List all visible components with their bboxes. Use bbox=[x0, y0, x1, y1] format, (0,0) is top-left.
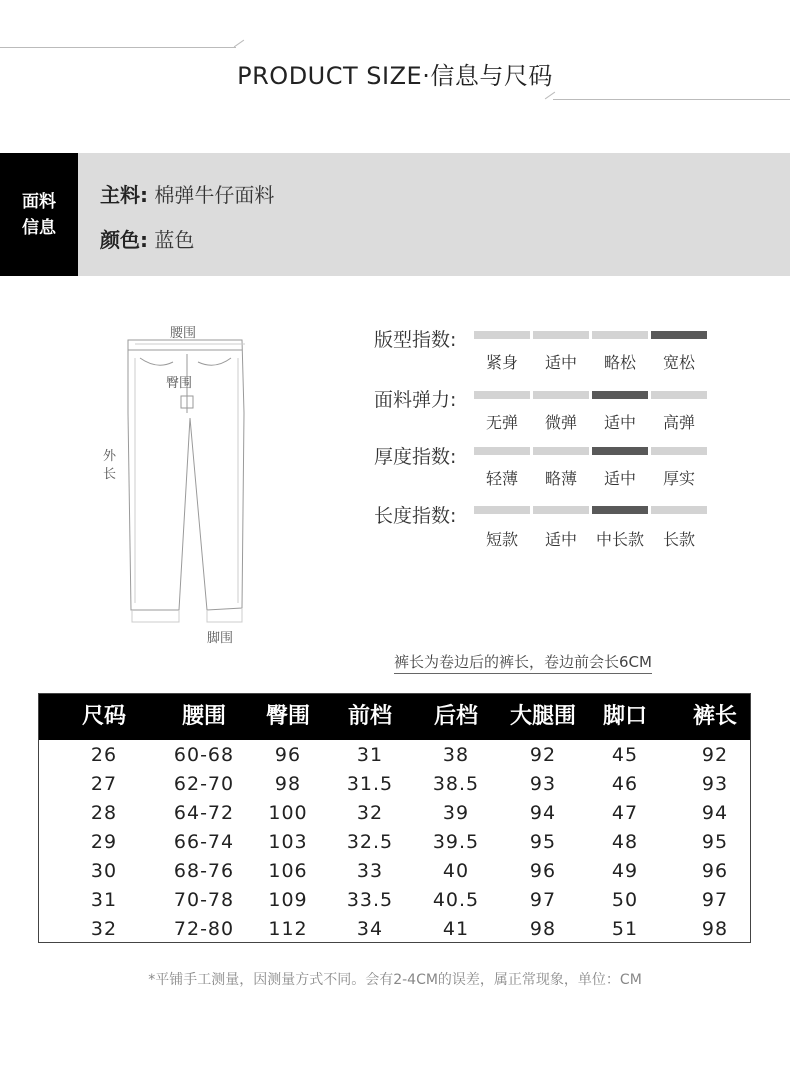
index-bar bbox=[474, 506, 530, 514]
table-cell: 98 bbox=[529, 918, 557, 940]
material-label: 主料: bbox=[100, 183, 148, 207]
index-bar bbox=[533, 391, 589, 399]
table-cell: 97 bbox=[529, 889, 557, 911]
page-title: PRODUCT SIZE·信息与尺码 bbox=[237, 62, 553, 90]
table-cell: 32.5 bbox=[346, 831, 394, 853]
fabric-info-block bbox=[0, 153, 790, 276]
index-option: 高弹 bbox=[662, 413, 695, 432]
color-value: 蓝色 bbox=[154, 228, 195, 252]
table-cell: 50 bbox=[611, 889, 639, 911]
table-header-cell: 后档 bbox=[433, 704, 479, 729]
table-cell: 32 bbox=[356, 802, 384, 824]
index-option: 短款 bbox=[485, 530, 518, 549]
footer-note: *平铺手工测量，因测量方式不同。会有2-4CM的误差，属正常现象，单位：CM bbox=[148, 972, 642, 988]
table-header-cell: 大腿围 bbox=[509, 704, 577, 729]
outseam-label-2: 长 bbox=[103, 467, 117, 482]
table-cell: 62-70 bbox=[173, 773, 235, 795]
index-option: 中长款 bbox=[595, 530, 644, 549]
table-cell: 72-80 bbox=[173, 918, 235, 940]
index-bar-selected bbox=[592, 506, 648, 514]
index-option: 适中 bbox=[603, 413, 636, 432]
index-bar bbox=[474, 391, 530, 399]
index-option: 微弹 bbox=[544, 413, 577, 432]
table-cell: 95 bbox=[529, 831, 557, 853]
pants-outline-diagram bbox=[95, 318, 285, 648]
table-header-cell: 前档 bbox=[347, 704, 393, 729]
waist-label: 腰围 bbox=[170, 326, 197, 341]
table-cell: 46 bbox=[611, 773, 639, 795]
table-cell: 38 bbox=[442, 744, 470, 766]
table-cell: 96 bbox=[529, 860, 557, 882]
table-header-cell: 臀围 bbox=[265, 704, 311, 729]
table-row bbox=[39, 886, 750, 915]
index-bar bbox=[474, 331, 530, 339]
index-bar-selected bbox=[592, 447, 648, 455]
table-cell: 29 bbox=[90, 831, 118, 853]
side-label-line-1: 面料 bbox=[22, 191, 56, 212]
index-option: 适中 bbox=[544, 353, 577, 372]
table-cell: 96 bbox=[701, 860, 729, 882]
table-cell: 33.5 bbox=[346, 889, 394, 911]
color-label: 颜色: bbox=[100, 228, 148, 252]
table-row bbox=[39, 741, 750, 770]
header-deco-line-left-tick bbox=[234, 40, 244, 48]
table-cell: 32 bbox=[90, 918, 118, 940]
table-cell: 106 bbox=[268, 860, 308, 882]
table-cell: 66-74 bbox=[173, 831, 235, 853]
table-cell: 112 bbox=[268, 918, 308, 940]
table-cell: 94 bbox=[529, 802, 557, 824]
index-option: 略松 bbox=[603, 353, 636, 372]
index-option: 无弹 bbox=[485, 413, 518, 432]
index-option: 厚实 bbox=[662, 469, 695, 488]
index-option: 适中 bbox=[603, 469, 636, 488]
table-cell: 26 bbox=[90, 744, 118, 766]
table-cell: 68-76 bbox=[173, 860, 235, 882]
table-cell: 28 bbox=[90, 802, 118, 824]
hem-label: 脚围 bbox=[207, 631, 234, 646]
index-option: 轻薄 bbox=[485, 469, 518, 488]
index-title-2: 厚度指数: bbox=[374, 446, 457, 468]
table-cell: 34 bbox=[356, 918, 384, 940]
index-option: 略薄 bbox=[544, 469, 577, 488]
index-option: 紧身 bbox=[485, 353, 518, 372]
color-row bbox=[100, 224, 194, 253]
table-cell: 38.5 bbox=[432, 773, 480, 795]
index-title-1: 面料弹力: bbox=[374, 389, 457, 411]
table-cell: 31 bbox=[356, 744, 384, 766]
table-cell: 31 bbox=[90, 889, 118, 911]
table-cell: 49 bbox=[611, 860, 639, 882]
table-cell: 92 bbox=[529, 744, 557, 766]
table-cell: 60-68 bbox=[173, 744, 235, 766]
table-cell: 64-72 bbox=[173, 802, 235, 824]
index-bar bbox=[533, 447, 589, 455]
table-cell: 41 bbox=[442, 918, 470, 940]
index-bar bbox=[592, 331, 648, 339]
index-title-3: 长度指数: bbox=[374, 505, 457, 527]
table-cell: 103 bbox=[268, 831, 308, 853]
table-cell: 27 bbox=[90, 773, 118, 795]
table-cell: 94 bbox=[701, 802, 729, 824]
table-cell: 33 bbox=[356, 860, 384, 882]
header-deco-line-right bbox=[553, 99, 790, 100]
index-bar-selected bbox=[651, 331, 707, 339]
table-cell: 45 bbox=[611, 744, 639, 766]
fabric-info-side-label bbox=[0, 153, 78, 276]
material-value: 棉弹牛仔面料 bbox=[154, 183, 275, 207]
table-row bbox=[39, 915, 750, 944]
length-note: 裤长为卷边后的裤长，卷边前会长6CM bbox=[394, 651, 652, 674]
material-row bbox=[100, 179, 274, 208]
table-header-cell: 腰围 bbox=[181, 704, 227, 729]
table-cell: 93 bbox=[529, 773, 557, 795]
table-cell: 30 bbox=[90, 860, 118, 882]
table-cell: 39 bbox=[442, 802, 470, 824]
index-option: 长款 bbox=[662, 530, 695, 549]
header-deco-line-left bbox=[0, 47, 236, 48]
table-cell: 100 bbox=[268, 802, 308, 824]
table-header-cell: 脚口 bbox=[602, 704, 648, 729]
table-cell: 40 bbox=[442, 860, 470, 882]
index-bar bbox=[651, 447, 707, 455]
table-cell: 92 bbox=[701, 744, 729, 766]
table-cell: 95 bbox=[701, 831, 729, 853]
table-cell: 109 bbox=[268, 889, 308, 911]
hip-label: 臀围 bbox=[166, 376, 193, 391]
table-cell: 70-78 bbox=[173, 889, 235, 911]
table-cell: 93 bbox=[701, 773, 729, 795]
index-bar bbox=[533, 331, 589, 339]
table-cell: 31.5 bbox=[346, 773, 394, 795]
table-cell: 51 bbox=[611, 918, 639, 940]
table-cell: 97 bbox=[701, 889, 729, 911]
table-cell: 47 bbox=[611, 802, 639, 824]
size-table bbox=[38, 693, 751, 943]
index-option: 宽松 bbox=[662, 353, 695, 372]
table-cell: 96 bbox=[274, 744, 302, 766]
table-cell: 40.5 bbox=[432, 889, 480, 911]
index-bar bbox=[651, 506, 707, 514]
table-cell: 98 bbox=[701, 918, 729, 940]
table-cell: 48 bbox=[611, 831, 639, 853]
side-label-line-2: 信息 bbox=[22, 217, 56, 238]
table-row bbox=[39, 770, 750, 799]
index-bar bbox=[533, 506, 589, 514]
table-header-cell: 尺码 bbox=[81, 704, 127, 729]
table-row bbox=[39, 857, 750, 886]
index-bar bbox=[474, 447, 530, 455]
index-title-0: 版型指数: bbox=[374, 329, 457, 351]
table-cell: 98 bbox=[274, 773, 302, 795]
index-option: 适中 bbox=[544, 530, 577, 549]
table-row bbox=[39, 828, 750, 857]
index-bar bbox=[651, 391, 707, 399]
table-header-cell: 裤长 bbox=[692, 704, 738, 729]
table-cell: 39.5 bbox=[432, 831, 480, 853]
index-bar-selected bbox=[592, 391, 648, 399]
outseam-label-1: 外 bbox=[103, 449, 117, 464]
table-header bbox=[39, 694, 750, 740]
table-row bbox=[39, 799, 750, 828]
